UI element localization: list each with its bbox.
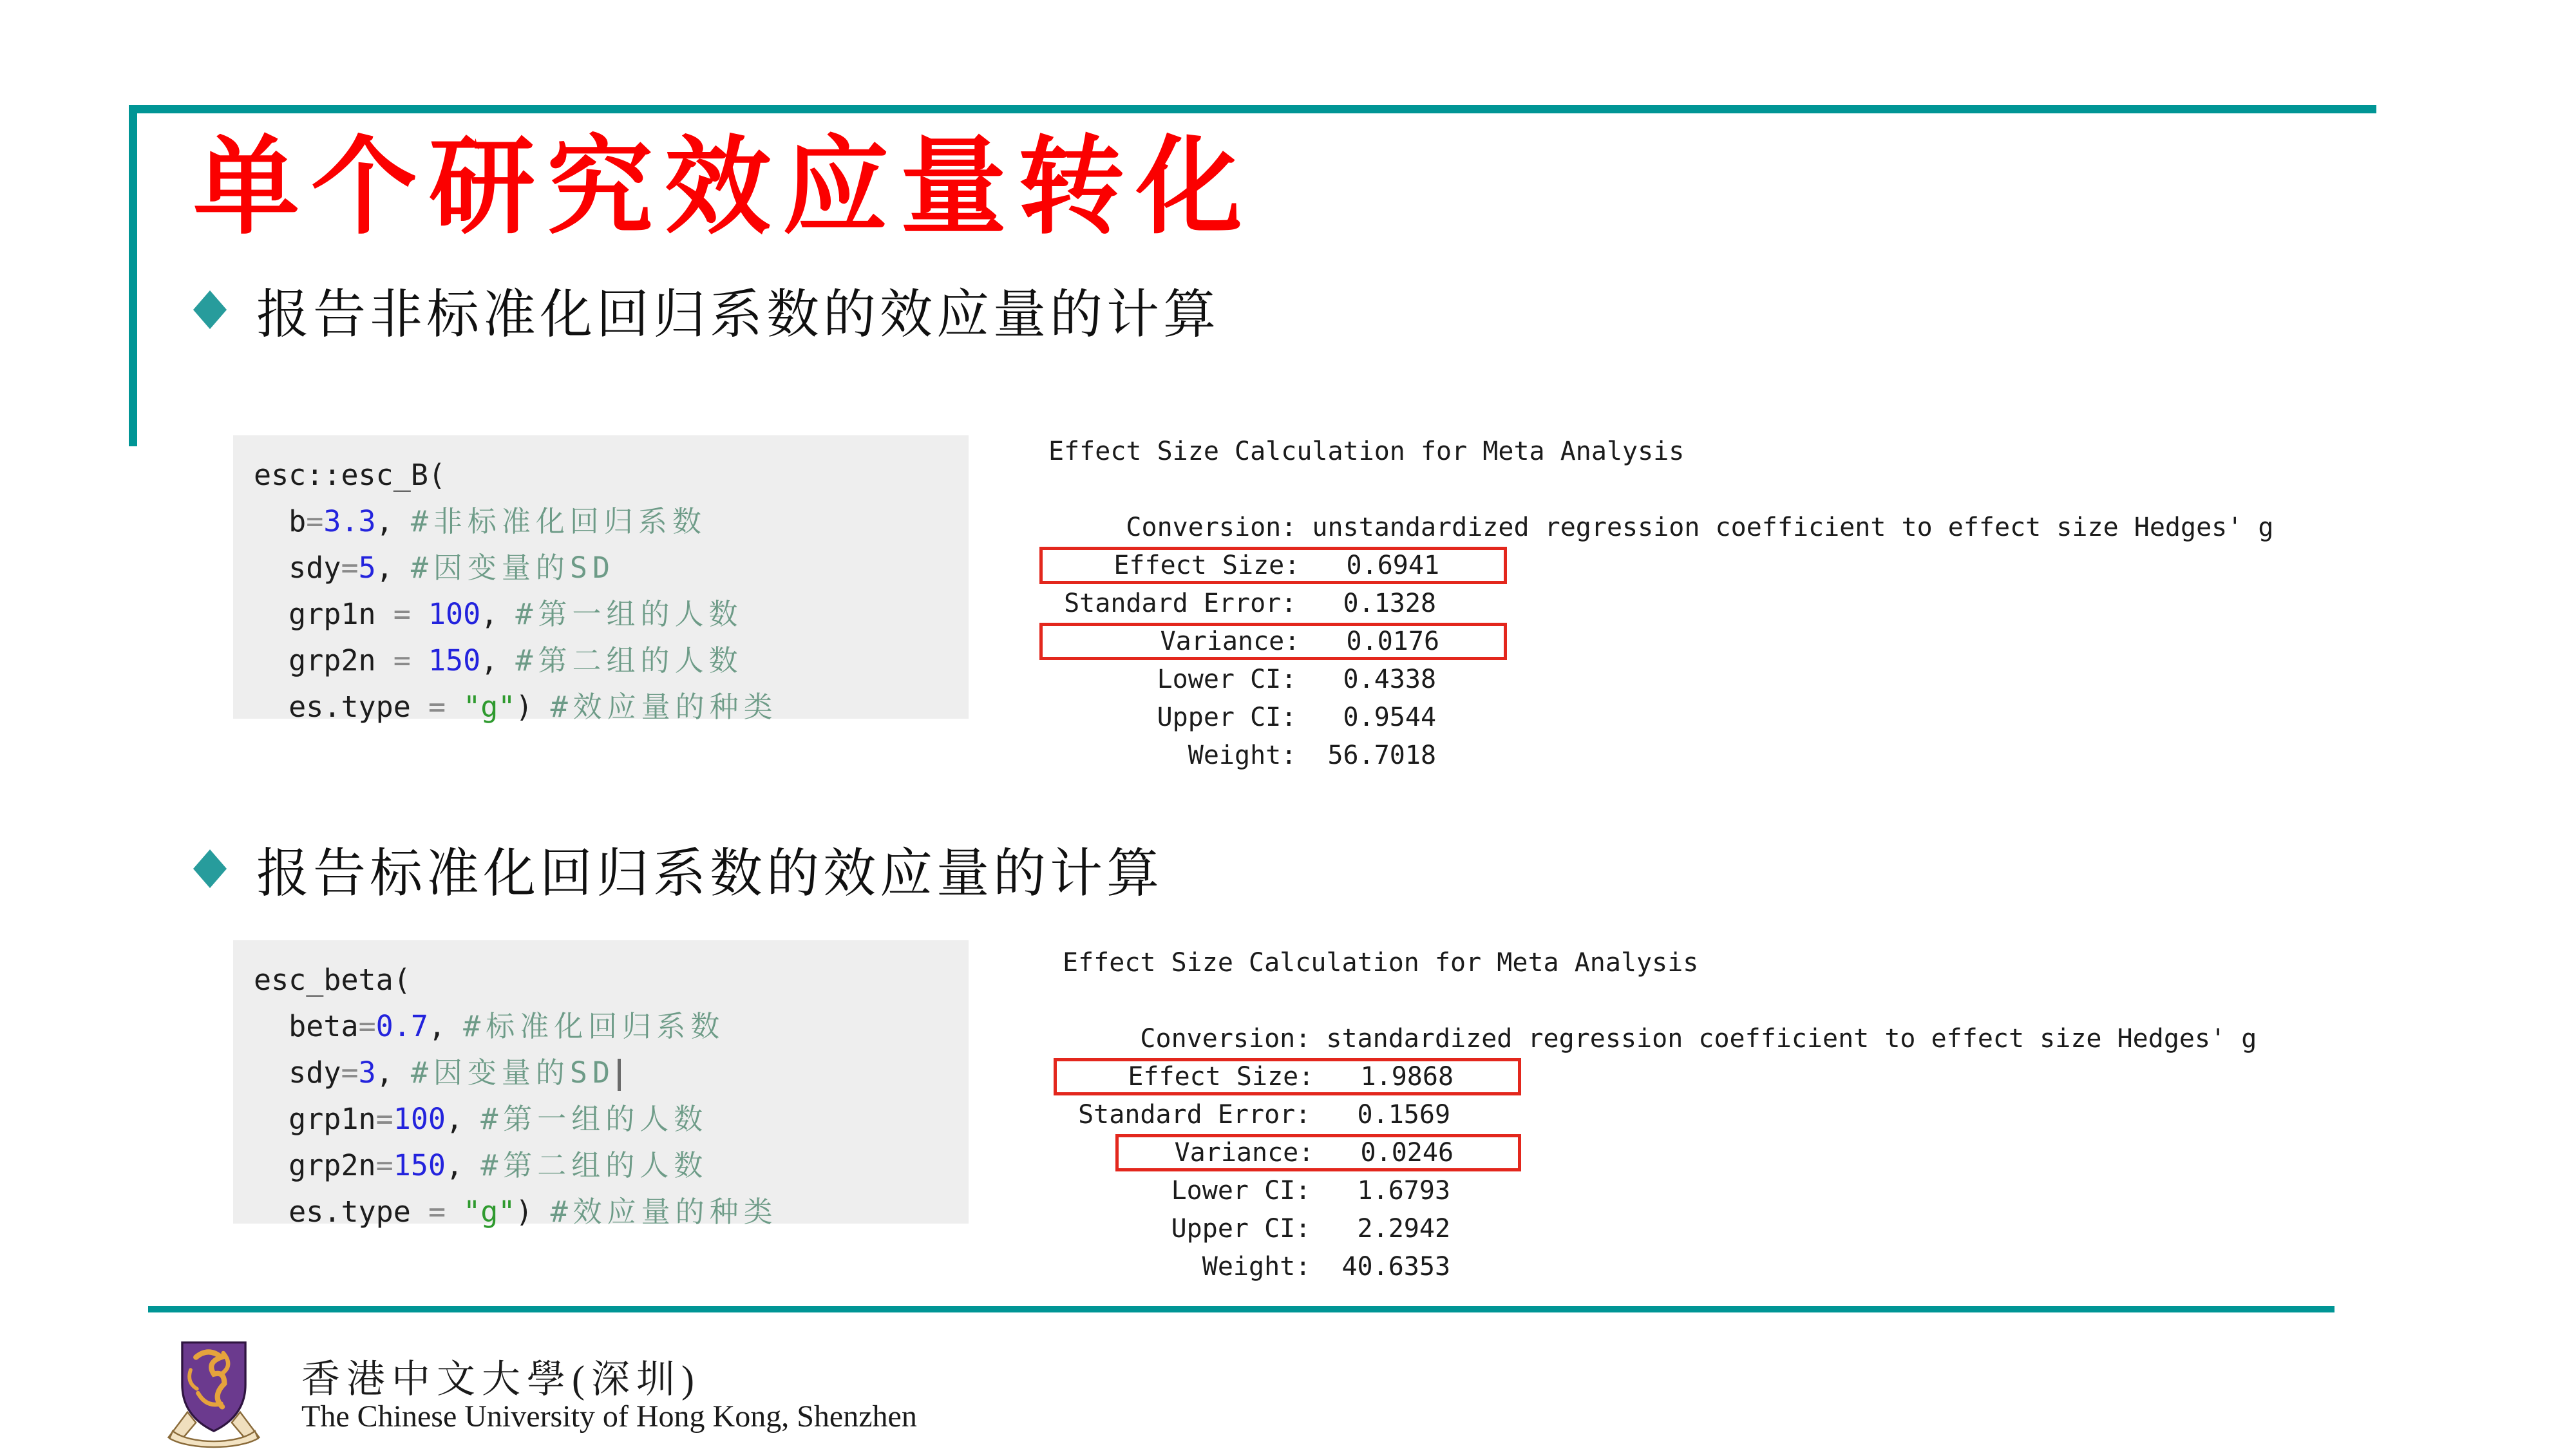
output-line: Weight: 40.6353	[1063, 1252, 1451, 1282]
page-title: 单个研究效应量转化	[193, 129, 1254, 247]
highlight-box: Variance: 0.0176	[1039, 623, 1507, 660]
code-line: grp2n = 150, #第二组的人数	[254, 643, 743, 677]
output-body	[1063, 982, 2257, 1286]
bullet-item-standardized	[193, 831, 1163, 907]
code-line: grp1n=100, #第一组的人数	[254, 1102, 708, 1136]
output-line	[1048, 471, 2273, 509]
output-line	[1063, 1058, 2257, 1096]
code-line: esc::esc_B(	[254, 458, 446, 492]
output-line: Conversion: unstandardized regression coefficient to effect size Hedges' g	[1048, 513, 2274, 542]
output-line	[1048, 623, 2273, 661]
highlight-box: Effect Size: 1.9868	[1054, 1058, 1521, 1095]
output-title: Effect Size Calculation for Meta Analysis	[1048, 437, 1685, 466]
output-line: Weight: 56.7018	[1048, 741, 1437, 770]
footer-university-name-en: The Chinese University of Hong Kong, Shenzhen	[301, 1399, 917, 1434]
code-line: grp1n = 100, #第一组的人数	[254, 597, 743, 631]
footer-university-name-cn: 香港中文大學(深圳)	[301, 1358, 701, 1401]
highlight-box: Variance: 0.0246	[1115, 1134, 1521, 1171]
code-line: b=3.3, #非标准化回归系数	[254, 504, 706, 538]
bullet-label: 报告非标准化回归系数的效应量的计算	[256, 285, 1220, 344]
output-title: Effect Size Calculation for Meta Analysis	[1063, 948, 1699, 978]
output-line: Lower CI: 1.6793	[1063, 1176, 1451, 1206]
code-block-standardized	[233, 940, 969, 1229]
code-line: beta=0.7, #标准化回归系数	[254, 1009, 725, 1043]
code-line: es.type = "g") #效应量的种类	[254, 1195, 778, 1229]
bullet-item-unstandardized	[193, 272, 1220, 348]
output-line: Standard Error: 0.1569	[1063, 1100, 1451, 1130]
highlight-box: Effect Size: 0.6941	[1039, 547, 1507, 584]
diamond-bullet-icon	[193, 290, 227, 329]
top-border-line	[129, 105, 2376, 113]
output-line: Upper CI: 0.9544	[1048, 703, 1437, 732]
output-line	[1063, 1134, 2257, 1172]
output-line: Conversion: standardized regression coefficient to effect size Hedges' g	[1063, 1024, 2257, 1054]
output-unstandardized	[1048, 433, 2273, 775]
output-line: Standard Error: 0.1328	[1048, 589, 1437, 618]
code-line: sdy=5, #因变量的SD	[254, 551, 616, 585]
diamond-bullet-icon	[193, 849, 227, 888]
bullet-label: 报告标准化回归系数的效应量的计算	[256, 844, 1164, 903]
output-body	[1048, 471, 2273, 775]
output-line	[1048, 547, 2273, 585]
code-line: sdy=3, #因变量的SD	[254, 1050, 969, 1096]
footer-divider	[148, 1306, 2334, 1312]
code-line: grp2n=150, #第二组的人数	[254, 1148, 708, 1182]
output-line: Upper CI: 2.2942	[1063, 1214, 1451, 1244]
output-line	[1063, 982, 2257, 1020]
cuhk-shield-icon	[156, 1338, 272, 1449]
text-cursor	[618, 1059, 621, 1091]
code-line: esc_beta(	[254, 963, 411, 997]
code-block-unstandardized	[233, 435, 969, 724]
code-line: es.type = "g") #效应量的种类	[254, 690, 778, 724]
output-standardized	[1063, 944, 2257, 1286]
left-border-line	[129, 105, 137, 446]
output-line: Lower CI: 0.4338	[1048, 665, 1437, 694]
